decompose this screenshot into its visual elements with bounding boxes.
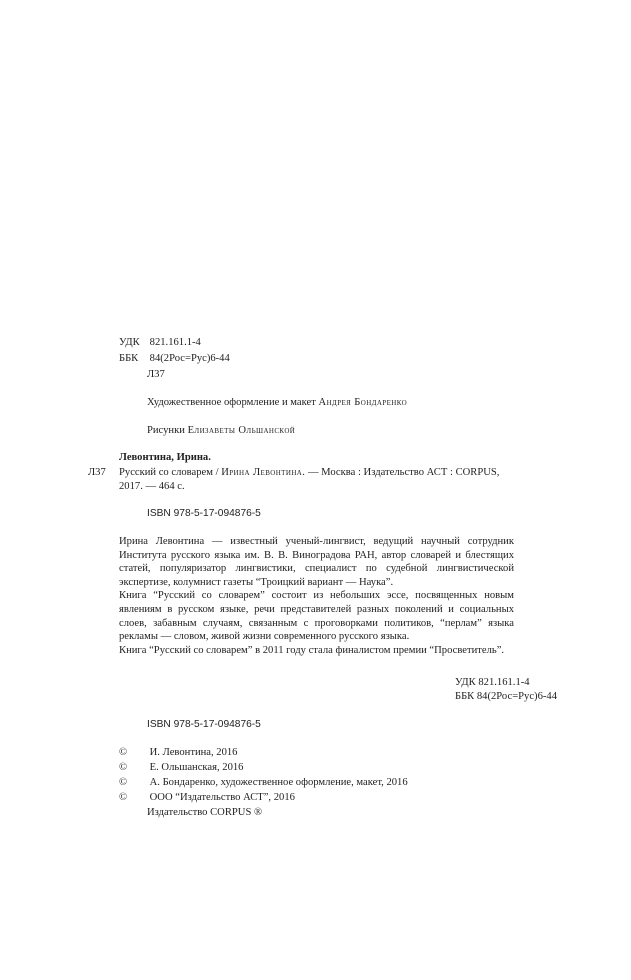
- copyright-symbol: ©: [119, 747, 128, 758]
- drawings-credit: [147, 424, 295, 438]
- copyright-text: Е. Ольшанская, 2016: [149, 762, 244, 773]
- copyright-line: [119, 746, 237, 760]
- annotation-paragraph-1: Ирина Левонтина — известный ученый-лингвист, ведущий научный сотрудник Института русского языка им. В. В. Виноградова РАН, автор словарей и блестящих статей, популяризатор лингвистики, специалист по судебной лингвистической экспертизе, колумнист газеты “Троицкий вариант — Наука”.: [119, 536, 514, 588]
- design-credit-prefix: Художественное оформление и макет: [147, 397, 316, 408]
- drawings-credit-name: Елизаветы Ольшанской: [187, 425, 296, 436]
- copyright-symbol: ©: [119, 777, 128, 788]
- copyright-text: И. Левонтина, 2016: [149, 747, 238, 758]
- margin-author-mark: Л37: [88, 467, 106, 478]
- author-mark: Л37: [147, 369, 165, 380]
- publisher-line: Издательство CORPUS ®: [147, 807, 263, 818]
- bib-line-2: 2017. — 464 с.: [119, 481, 185, 492]
- annotation-paragraph-2: Книга “Русский со словарем” состоит из небольших эссе, посвященных новым явлениям в русском языке, речи представителей разных поколений и социальных слоев, забавным случаям, связанным с проговорками политиков, “перлам” языка рекламы — словом, живой жизни современного русского языка.: [119, 590, 514, 643]
- annotation: [119, 535, 514, 657]
- bbk-label: ББК: [119, 353, 139, 364]
- udk-value: 821.161.1-4: [149, 337, 201, 348]
- bib-title: Русский со словарем /: [119, 467, 219, 478]
- isbn-bottom: ISBN 978-5-17-094876-5: [147, 719, 261, 730]
- annotation-paragraph-3: Книга “Русский со словарем” в 2011 году стала финалистом премии “Просветитель”.: [119, 644, 505, 656]
- copyright-line: [119, 776, 408, 790]
- copyright-line: [119, 761, 243, 775]
- drawings-credit-prefix: Рисунки: [147, 425, 185, 436]
- udk-bottom: УДК 821.161.1-4: [455, 677, 530, 688]
- udk-line: [119, 336, 201, 350]
- copyright-text: ООО “Издательство АСТ”, 2016: [149, 792, 295, 803]
- bib-author: Ирина Левонтина.: [221, 467, 306, 478]
- copyright-text: А. Бондаренко, художественное оформление, макет, 2016: [149, 777, 408, 788]
- bib-publisher: — Москва : Издательство АСТ : CORPUS,: [307, 467, 500, 478]
- author-heading: Левонтина, Ирина.: [119, 452, 211, 463]
- bbk-bottom: ББК 84(2Рос=Рус)6-44: [455, 691, 558, 702]
- bib-line-1: [119, 466, 499, 480]
- design-credit: [147, 396, 407, 410]
- copyright-symbol: ©: [119, 792, 128, 803]
- copyright-symbol: ©: [119, 762, 128, 773]
- design-credit-name: Андрея Бондаренко: [318, 397, 408, 408]
- bbk-value: 84(2Рос=Рус)6-44: [149, 353, 230, 364]
- bbk-line: [119, 352, 230, 366]
- isbn-top: ISBN 978-5-17-094876-5: [147, 508, 261, 519]
- udk-label: УДК: [119, 337, 140, 348]
- copyright-line: [119, 791, 295, 805]
